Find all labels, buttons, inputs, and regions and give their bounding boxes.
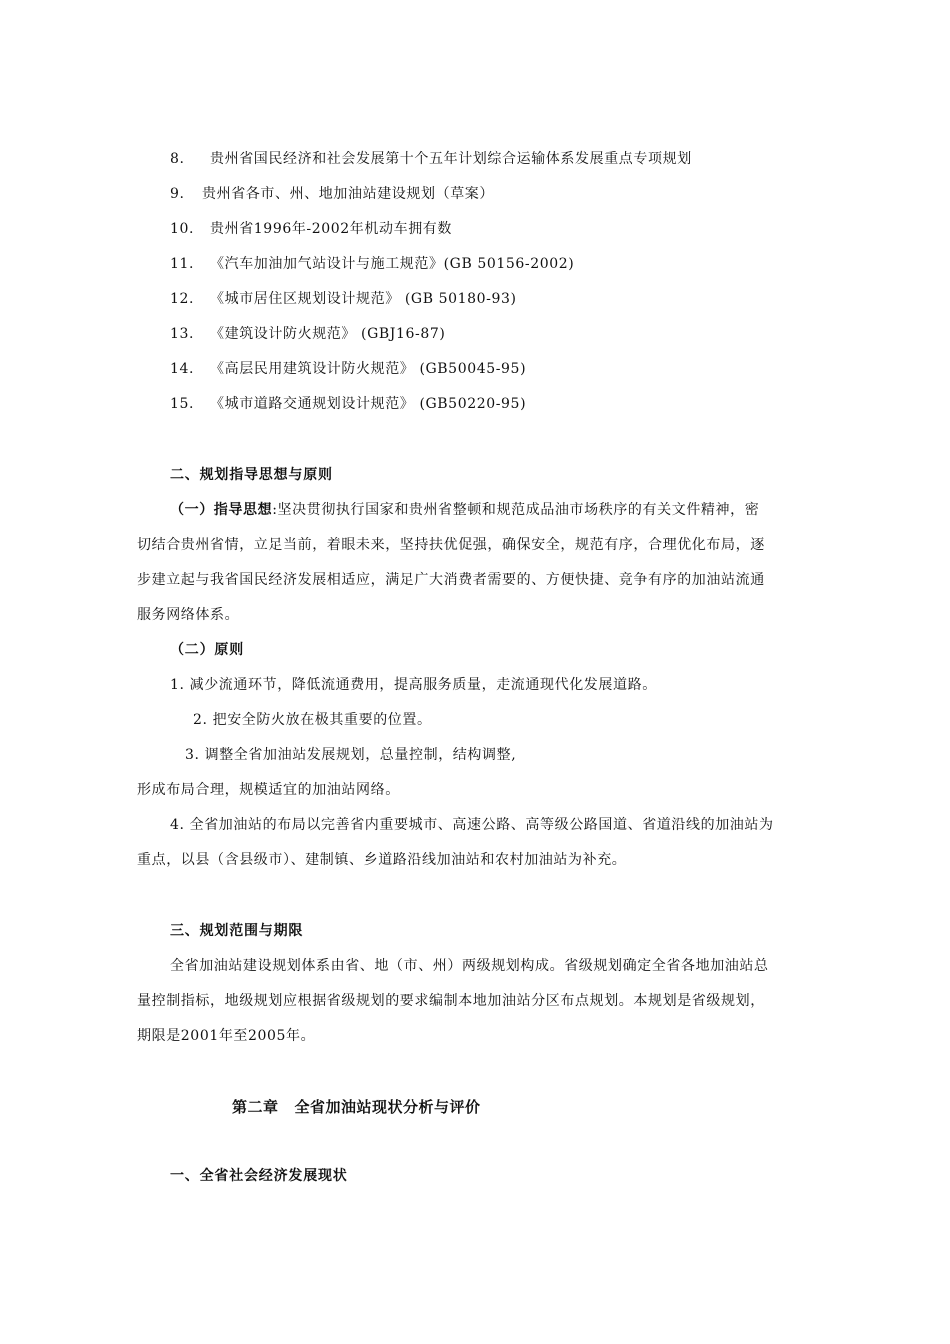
reference-item — [170, 185, 494, 203]
guiding-label: （一）指导思想 — [170, 502, 273, 518]
paragraph-line: 全省加油站建设规划体系由省、地（市、州）两级规划构成。省级规划确定全省各地加油站总 — [170, 958, 769, 974]
subsection-heading: （二）原则 — [170, 642, 244, 658]
paragraph-line: 重点，以县（含县级市）、建制镇、乡道路沿线加油站和农村加油站为补充。 — [137, 852, 627, 868]
section-heading: 三、规划范围与期限 — [170, 923, 304, 939]
principle-item: 3. 调整全省加油站发展规划，总量控制，结构调整, — [185, 747, 517, 763]
reference-number: 12. — [170, 291, 195, 307]
reference-item — [170, 360, 526, 378]
reference-text: 《建筑设计防火规范》 (GBJ16-87) — [210, 326, 446, 342]
reference-number: 8. — [170, 151, 185, 167]
reference-item — [170, 325, 445, 343]
principle-item: 4. 全省加油站的布局以完善省内重要城市、高速公路、高等级公路国道、省道沿线的加油站为 — [170, 817, 774, 833]
paragraph-line: 步建立起与我省国民经济发展相适应，满足广大消费者需要的、方便快捷、竞争有序的加油站流通 — [137, 572, 765, 588]
reference-item — [170, 255, 574, 273]
chapter-label: 第二章 — [232, 1098, 279, 1116]
reference-number: 14. — [170, 361, 195, 377]
reference-item — [170, 395, 526, 413]
paragraph-line: 量控制指标，地级规划应根据省级规划的要求编制本地加油站分区布点规划。本规划是省级规划， — [137, 993, 765, 1009]
guiding-text: 坚决贯彻执行国家和贵州省整顿和规范成品油市场秩序的有关文件精神，密 — [277, 502, 760, 518]
paragraph-line: 形成布局合理，规模适宜的加油站网络。 — [137, 782, 400, 798]
principle-item: 1. 减少流通环节，降低流通费用，提高服务质量，走流通现代化发展道路。 — [170, 677, 657, 693]
reference-text: 贵州省各市、州、地加油站建设规划（草案） — [202, 186, 494, 202]
reference-text: 《城市居住区规划设计规范》 (GB 50180-93) — [210, 291, 517, 307]
reference-item — [170, 290, 517, 308]
reference-text: 贵州省1996年-2002年机动车拥有数 — [210, 221, 452, 237]
guiding-paragraph-line — [170, 501, 759, 519]
paragraph-line: 切结合贵州省情，立足当前，着眼未来，坚持扶优促强，确保安全，规范有序，合理优化布局，逐 — [137, 537, 765, 553]
guiding-colon: : — [272, 502, 278, 518]
reference-number: 9. — [170, 186, 185, 202]
paragraph-line: 期限是2001年至2005年。 — [137, 1028, 316, 1044]
principle-item: 2. 把安全防火放在极其重要的位置。 — [193, 712, 432, 728]
reference-number: 15. — [170, 396, 195, 412]
reference-text: 《城市道路交通规划设计规范》 (GB50220-95) — [210, 396, 527, 412]
reference-number: 11. — [170, 256, 195, 272]
reference-text: 《高层民用建筑设计防火规范》 (GB50045-95) — [210, 361, 527, 377]
section-heading: 一、全省社会经济发展现状 — [170, 1168, 348, 1184]
paragraph-line: 服务网络体系。 — [137, 607, 240, 623]
reference-text: 《汽车加油加气站设计与施工规范》(GB 50156-2002) — [210, 256, 575, 272]
chapter-name: 全省加油站现状分析与评价 — [294, 1098, 481, 1116]
reference-number: 10. — [170, 221, 195, 237]
section-heading: 二、规划指导思想与原则 — [170, 467, 333, 483]
reference-text: 贵州省国民经济和社会发展第十个五年计划综合运输体系发展重点专项规划 — [210, 151, 692, 167]
chapter-title — [232, 1097, 481, 1117]
reference-number: 13. — [170, 326, 195, 342]
reference-item — [170, 220, 452, 238]
reference-item — [170, 150, 692, 168]
